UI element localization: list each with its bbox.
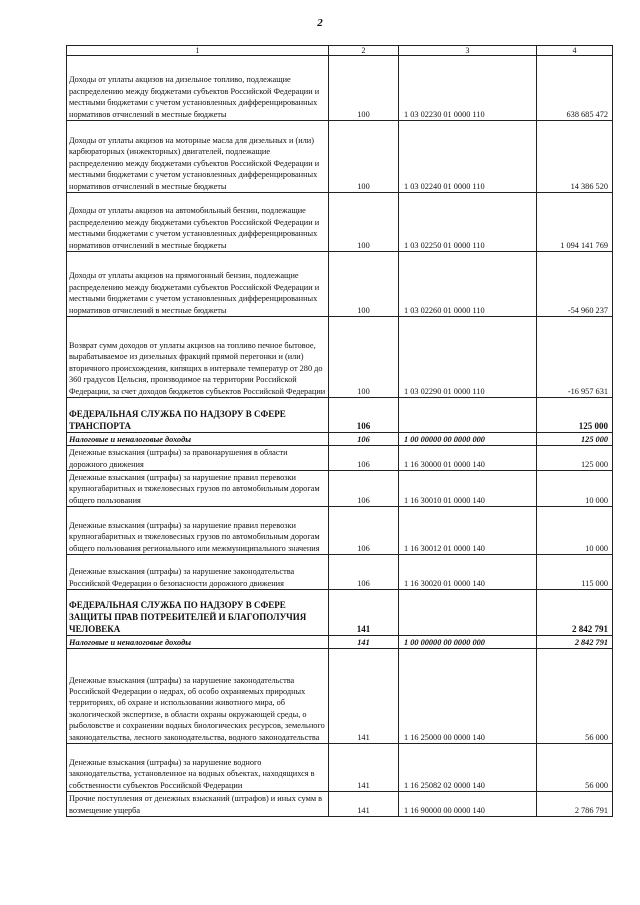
row-budget-code: 1 16 30020 01 0000 140 (399, 555, 537, 590)
row-admin-code: 141 (329, 649, 399, 744)
column-header-2: 2 (329, 46, 399, 56)
agency-row (67, 398, 613, 433)
row-description: Налоговые и неналоговые доходы (67, 433, 329, 446)
table-row (67, 649, 613, 744)
row-admin-code: 100 (329, 317, 399, 398)
table-row (67, 446, 613, 471)
row-description: Денежные взыскания (штрафы) за нарушение водного законодательства, установленное на водных объектах, находящихся в собственности субъектов Российской Федерации (67, 744, 329, 792)
row-admin-code: 106 (329, 446, 399, 471)
row-admin-code: 106 (329, 507, 399, 555)
row-description: Денежные взыскания (штрафы) за нарушение правил перевозки крупногабаритных и тяжеловесных грузов по автомобильным дорогам общего пользования регионального или межмуниципального значения (67, 507, 329, 555)
table-row (67, 744, 613, 792)
row-budget-code: 1 16 30010 01 0000 140 (399, 471, 537, 507)
row-description: Денежные взыскания (штрафы) за правонарушения в области дорожного движения (67, 446, 329, 471)
row-admin-code: 100 (329, 121, 399, 193)
row-budget-code: 1 00 00000 00 0000 000 (399, 636, 537, 649)
column-header-3: 3 (399, 46, 537, 56)
row-budget-code: 1 16 25000 00 0000 140 (399, 649, 537, 744)
row-amount: 638 685 472 (537, 56, 613, 121)
revenue-table (66, 45, 613, 817)
row-amount: 10 000 (537, 507, 613, 555)
row-admin-code: 100 (329, 252, 399, 317)
row-budget-code: 1 16 30012 01 0000 140 (399, 507, 537, 555)
row-description: Налоговые и неналоговые доходы (67, 636, 329, 649)
row-description: Прочие поступления от денежных взысканий (штрафов) и иных сумм в возмещение ущерба (67, 792, 329, 817)
row-amount: 125 000 (537, 433, 613, 446)
row-amount: 125 000 (537, 398, 613, 433)
row-admin-code: 106 (329, 471, 399, 507)
table-row (67, 121, 613, 193)
row-amount: 10 000 (537, 471, 613, 507)
row-description: Доходы от уплаты акцизов на автомобильный бензин, подлежащие распределению между бюджетами субъектов Российской Федерации и местными бюджетами с учетом установленных дифференцированных нормативов отчислений в местные бюджеты (67, 193, 329, 252)
row-amount: 56 000 (537, 744, 613, 792)
row-description: ФЕДЕРАЛЬНАЯ СЛУЖБА ПО НАДЗОРУ В СФЕРЕ ЗАЩИТЫ ПРАВ ПОТРЕБИТЕЛЕЙ И БЛАГОПОЛУЧИЯ ЧЕЛОВЕКА (67, 590, 329, 636)
row-amount: 125 000 (537, 446, 613, 471)
row-budget-code: 1 03 02250 01 0000 110 (399, 193, 537, 252)
row-description: Доходы от уплаты акцизов на дизельное топливо, подлежащие распределению между бюджетами субъектов Российской Федерации и местными бюджетами с учетом установленных дифференцированных нормативов отчислений в местные бюджеты (67, 56, 329, 121)
agency-row (67, 590, 613, 636)
row-budget-code: 1 03 02290 01 0000 110 (399, 317, 537, 398)
row-amount: 2 842 791 (537, 590, 613, 636)
row-description: Возврат сумм доходов от уплаты акцизов на топливо печное бытовое, вырабатываемое из дизельных фракций прямой перегонки и (или) вторичного происхождения, кипящих в интервале температур от 280 до 360 градусов Цельсия, производимое на территории Российской Федерации, за счет доходов бюджетов субъектов Российской Федерации (67, 317, 329, 398)
row-amount: 1 094 141 769 (537, 193, 613, 252)
row-admin-code: 106 (329, 555, 399, 590)
row-amount: 56 000 (537, 649, 613, 744)
row-budget-code (399, 590, 537, 636)
row-admin-code: 106 (329, 433, 399, 446)
row-budget-code: 1 03 02240 01 0000 110 (399, 121, 537, 193)
table-row (67, 507, 613, 555)
row-amount: -54 960 237 (537, 252, 613, 317)
table-row (67, 56, 613, 121)
row-budget-code: 1 16 30000 01 0000 140 (399, 446, 537, 471)
row-admin-code: 141 (329, 744, 399, 792)
table-row (67, 471, 613, 507)
row-description: Денежные взыскания (штрафы) за нарушение законодательства Российской Федерации о недрах, об особо охраняемых природных территориях, об охране и использовании животного мира, об экологической экспертизе, в области охраны окружающей среды, о рыболовстве и сохранении водных биологических ресурсов, земельного законодательства, лесного законодательства, водного законодательства (67, 649, 329, 744)
row-admin-code: 100 (329, 56, 399, 121)
subtotal-row (67, 433, 613, 446)
page-number: 2 (317, 17, 323, 29)
row-description: Денежные взыскания (штрафы) за нарушение законодательства Российской Федерации о безопасности дорожного движения (67, 555, 329, 590)
row-admin-code: 141 (329, 792, 399, 817)
row-budget-code: 1 16 25082 02 0000 140 (399, 744, 537, 792)
row-amount: 2 842 791 (537, 636, 613, 649)
subtotal-row (67, 636, 613, 649)
row-description: Доходы от уплаты акцизов на моторные масла для дизельных и (или) карбюраторных (инжекторных) двигателей, подлежащие распределению между бюджетами субъектов Российской Федерации и местными бюджетами с учетом установленных дифференцированных нормативов отчислений в местные бюджеты (67, 121, 329, 193)
row-budget-code: 1 00 00000 00 0000 000 (399, 433, 537, 446)
row-amount: -16 957 631 (537, 317, 613, 398)
table-row (67, 555, 613, 590)
row-admin-code: 141 (329, 590, 399, 636)
row-budget-code: 1 03 02260 01 0000 110 (399, 252, 537, 317)
table-row (67, 193, 613, 252)
column-header-4: 4 (537, 46, 613, 56)
column-header-1: 1 (67, 46, 329, 56)
table-row (67, 792, 613, 817)
row-description: ФЕДЕРАЛЬНАЯ СЛУЖБА ПО НАДЗОРУ В СФЕРЕ ТРАНСПОРТА (67, 398, 329, 433)
row-admin-code: 106 (329, 398, 399, 433)
row-budget-code (399, 398, 537, 433)
row-admin-code: 141 (329, 636, 399, 649)
row-amount: 2 786 791 (537, 792, 613, 817)
row-description: Денежные взыскания (штрафы) за нарушение правил перевозки крупногабаритных и тяжеловесных грузов по автомобильным дорогам общего пользования (67, 471, 329, 507)
row-amount: 115 000 (537, 555, 613, 590)
row-admin-code: 100 (329, 193, 399, 252)
row-budget-code: 1 03 02230 01 0000 110 (399, 56, 537, 121)
table-header-row (67, 46, 613, 56)
row-description: Доходы от уплаты акцизов на прямогонный бензин, подлежащие распределению между бюджетами субъектов Российской Федерации и местными бюджетами с учетом установленных дифференцированных нормативов отчислений в местные бюджеты (67, 252, 329, 317)
table-row (67, 252, 613, 317)
row-amount: 14 386 520 (537, 121, 613, 193)
row-budget-code: 1 16 90000 00 0000 140 (399, 792, 537, 817)
table-row (67, 317, 613, 398)
